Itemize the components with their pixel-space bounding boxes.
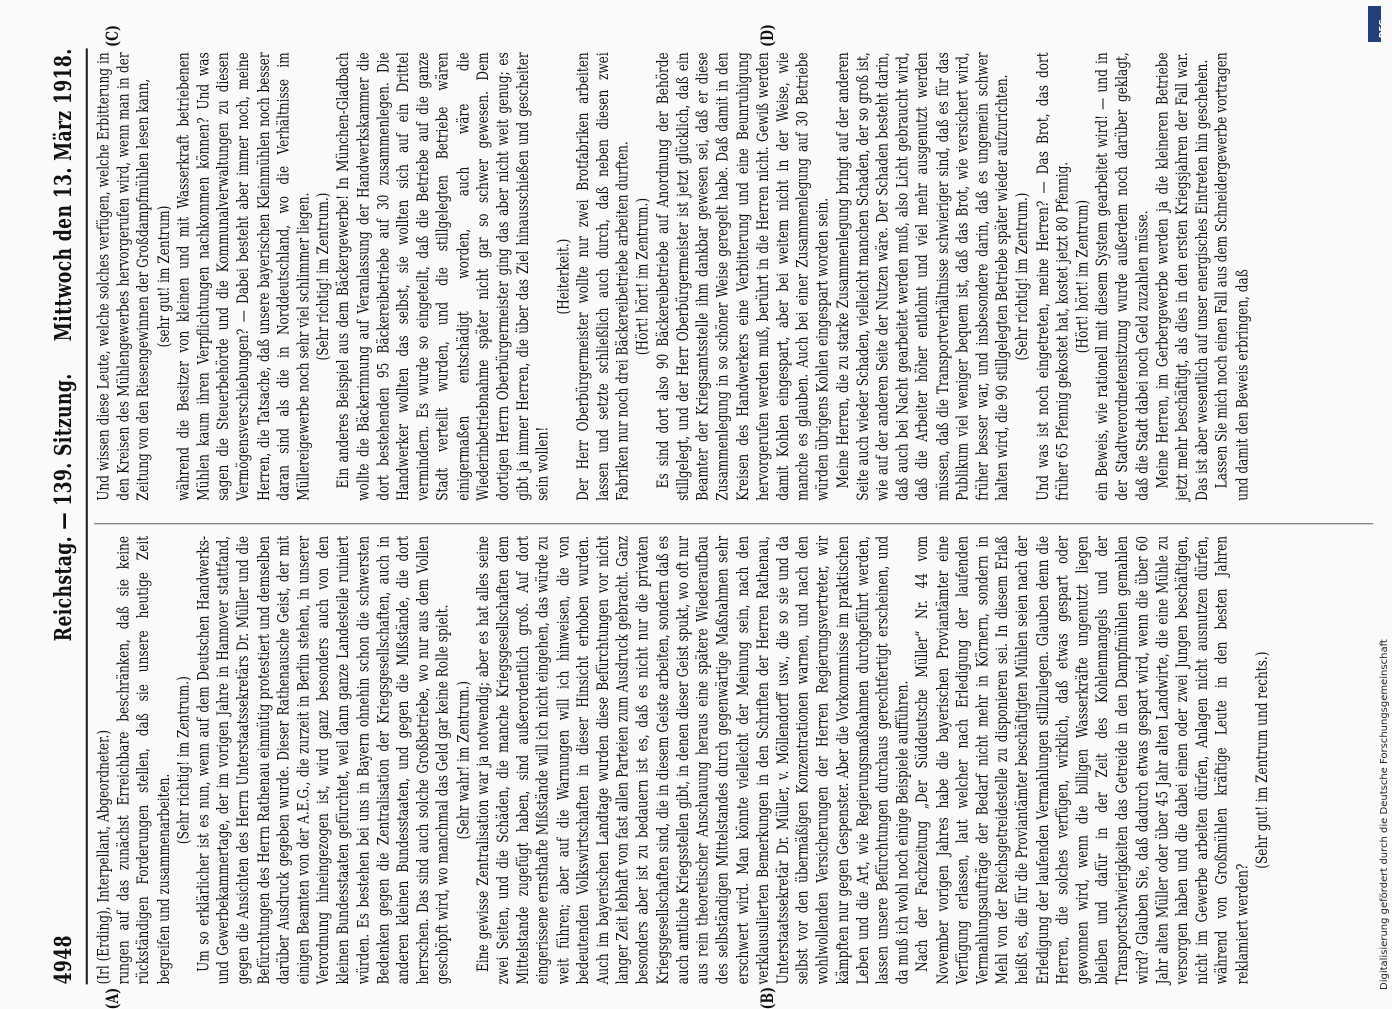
margin-marker-a: (A) — [102, 987, 123, 1009]
paragraph: Nach der Fachzeitung „Der Süddeutsche Müller“ Nr. 44 vom November vorigen Jahres habe die bayerischen Proviantämter eine Verfügung erlassen, laut welcher nach Erledigung der laufenden Vermahlungsaufträge der Bedarf nicht mehr in Körnern, sondern in Mehl von der Reichsgetreidestelle zu disponieren sei. In diesem Erlaß heißt es, die für die Proviantämter beschäftigten Mühlen seien nach der Erledigung der laufenden Vermahlungen stillzulegen. Glauben denn die Herren, die solches verfügen, wirklich, daß etwas gespart oder gewonnen wird, wenn die billigen Wasserkräfte ungenutzt liegen bleiben und dafür in der Zeit des Kohlenmangels und der Transportschwierigkeiten das Getreide in den Dampfmühlen gemahlen wird? Glauben Sie, daß dadurch etwas gespart wird, wenn die über 60 Jahr alten Müller oder über 45 Jahr alten Landwirte, die eine Mühle zu versorgen haben und die dabei einen oder zwei Jungen beschäftigen, nicht im Gewerbe arbeiten dürfen, Anlagen nicht ausnutzen dürfen, während von Großmühlen kräftige Leute in den besten Jahren reklamiert werden? — [912, 535, 1252, 985]
column-divider — [94, 523, 1373, 524]
paragraph: (Irl (Erding), Interpellant, Abgeordneter.) — [94, 729, 113, 985]
paragraph: Um so erklärlicher ist es nun, wenn auf dem Deutschen Handwerks- und Gewerbekammertage, der im vorigen Jahre in Hannover stattfand, gegen die Ansichten des Herrn Unterstaatssekretärs Dr. Müller und die Befürchtungen des Herrn Rathenau einmütig protestiert und demselben darüber Ausdruck gegeben wurde. Dieser Rathenausche Geist, der mit einigen Beamten von der A.E.G., die zurzeit in Berlin stehen, in unserer Verordnung hineingezogen ist, wird ganz besonders auch von den kleinen Bundesstaaten gefürchtet, weil dann ganze Landesteile ruiniert würden. Es bestehen bei uns in Bayern ohnehin schon die schwersten Bedenken gegen die Zentralisation der Kriegsgesellschaften, auch in anderen kleinen Bundesstaaten, und gegen die Mißstände, die dort herrschen. Das sind auch solche Großbetriebe, wo nur aus dem Vollen geschöpft wird, wo manchmal das Geld gar keine Rolle spielt. — [193, 535, 453, 985]
paragraph: Und wissen diese Leute, welche solches verfügen, welche Erbitterung in den Kreisen des Mühlengewerbes hervorgerufen wird, wenn man in der Zeitung von den Riesengewinnen der Großdampfmühlen lesen kann, — [94, 52, 153, 501]
page-number: 4948 — [50, 935, 78, 985]
margin-marker-b: (B) — [757, 986, 778, 1009]
paragraph: (Sehr richtig! im Zentrum.) — [1012, 192, 1032, 361]
paragraph: Der Herr Oberbürgermeister wollte nur zwei Brotfabriken arbeiten lassen und setzte schließlich auch durch, daß neben diesen zwei Fabriken nur noch drei Bäckereibetriebe arbeiten durften. — [573, 52, 633, 501]
paragraph: (Heiterkeit.) — [553, 238, 573, 315]
paragraph: (Hört! hört! im Zentrum.) — [633, 197, 653, 356]
paragraph: (Sehr wahr! im Zentrum.) — [453, 680, 473, 840]
paragraph: (Sehr gut! im Zentrum und rechts.) — [1252, 651, 1272, 869]
paragraph: ein Beweis, wie rationell mit diesem System gearbeitet wird! — und in der Stadtverordnetensitzung wurde außerdem noch darüber geklagt, daß die Stadt dabei noch Geld zuzahlen müsse. — [1092, 52, 1152, 501]
paragraph: Meine Herren, im Gerbergewerbe werden ja die kleineren Betriebe jetzt mehr beschäftigt, als dies in den ersten Kriegsjahren der Fall war. Das ist aber wesentlich auf unser energisches Eintreten hin geschehen. — [1152, 52, 1212, 501]
rotated-page — [40, 0, 1350, 1009]
dfg-logo — [1368, 6, 1387, 42]
paragraph: Lassen Sie mich noch einen Fall aus dem Schneidergewerbe vortragen und damit den Beweis erbringen, daß — [1212, 52, 1252, 501]
header-rule — [86, 48, 88, 984]
paragraph: (Sehr richtig! im Zentrum.) — [313, 192, 333, 361]
paragraph: (Sehr richtig! im Zentrum.) — [173, 676, 193, 845]
paragraph: (Hört! hört! im Zentrum) — [1072, 199, 1092, 354]
paragraph: Ein anderes Beispiel aus dem Bäckergewerbe! In München-Gladbach wollte die Bäckerinnung auf Veranlassung der Handwerkskammer die dort bestehenden 95 Bäckereibetriebe auf 30 zusammenlegen. Die Handwerker wollten das selbst, sie wollten sich auf ein Drittel vermindern. Es wurde so eingeteilt, daß die Betriebe auf die ganze Stadt verteilt wurden, und die stillgelegten Betriebe wären einigermaßen entschädigt worden, auch wäre die Wiederinbetriebnahme später nicht gar so schwer gewesen. Dem dortigen Herrn Oberbürgermeister ging das aber nicht weit genug; es gibt ja immer Herren, die über das Ziel hinausschießen und gescheiter sein wollen! — [333, 52, 553, 501]
page-content — [40, 24, 1392, 1009]
left-column — [94, 536, 1373, 985]
session-date: Mittwoch den 13. März 1918. — [50, 48, 78, 342]
paragraph: während die Besitzer von kleinen und mit Wasserkraft betriebenen Mühlen kaum ihren Verpflichtungen nachkommen können? Und was sagen die Steuerbehörde und die Kommunalverwaltungen zu diesen Vermögensverschiebungen? — Dabei besteht aber immer noch, meine Herren, die Tatsache, daß unsere bayerischen Kleinmühlen noch besser daran sind als die in Norddeutschland, wo die Verhältnisse im Müllereigewerbe noch sehr viel schlimmer liegen. — [173, 52, 313, 501]
paragraph: Es sind dort also 90 Bäckereibetriebe auf Anordnung der Behörde stillgelegt, und der Herr Oberbürgermeister ist jetzt glücklich, daß ein Beamter der Kriegsamtsstelle ihm dankbar gewesen sei, daß er diese Zusammenlegung in so schöner Weise geregelt habe. Daß damit in den Kreisen des Handwerkers eine Verbitterung und eine Beunruhigung hervorgerufen werden muß, berührt in die Herren nicht. Gewiß werden damit Kohlen eingespart, aber bei weitem nicht in der Weise, wie manche es glauben. Auch bei einer Zusammenlegung auf 30 Betriebe würden übrigens Kohlen eingespart worden sein. — [653, 52, 832, 501]
paragraph: Und was ist noch eingetreten, meine Herren? — Das Brot, das dort früher 65 Pfennig gekostet hat, kostet jetzt 80 Pfennig. — [1032, 52, 1072, 501]
paragraph: rungen auf das zunächst Erreichbare beschränken, daß sie keine rückständigen Forderungen stellen, daß sie unsere heutige Zeit begreifen und zusammenarbeiten. — [114, 535, 173, 985]
dfg-logo-text: DFG — [1378, 19, 1387, 38]
right-column — [94, 52, 1373, 501]
paragraph: Eine gewisse Zentralisation war ja notwendig; aber es hat alles seine zwei Seiten, und die Schäden, die manche Kriegsgesellschaften dem Mittelstande zugefügt haben, sind außerordentlich groß. Auf dort eingerissene ernsthafte Mißstände will ich nicht eingehen, das würde zu weit führen; aber auf die Warnungen will ich hinweisen, die von bedeutenden Volkswirtschaften in dieser Hinsicht erhoben wurden. Auch im bayerischen Landtage wurden diese Befürchtungen vor nicht langer Zeit lebhaft von fast allen Parteien zum Ausdruck gebracht. Ganz besonders aber ist zu bedauern ist es, daß es nicht nur die privaten Kriegsgesellschaften sind, die in diesem Geiste arbeiten, sondern daß es auch amtliche Kriegsstellen gibt, in denen dieser Geist spukt, wo oft nur aus rein theoretischer Anschauung heraus eine spätere Wiederaufbau des selbständigen Mittelstandes durch gegenwärtige Maßnahmen sehr erschwert wird. Man könnte vielleicht der Meinung sein, nach den verklausulierten Bemerkungen in den Schriften der Herren Rathenau, Unterstaatssekretär Dr. Müller, v. Möllendorff usw., die so sie und da selbst vor den übermäßigen Konzentrationen warnen, und nach den wohlwollenden Versicherungen der Herren Regierungsvertreter, wir kämpften nur gegen Gespenster. Aber die Vorkommnisse im praktischen Leben und die Art, wie Regierungsmaßnahmen durchgeführt werden, lassen unsere Befürchtungen durchaus gerechtfertigt erscheinen, und da muß ich wohl noch einige Beispiele aufführen. — [473, 535, 912, 985]
paragraph: (sehr gut! im Zentrum) — [153, 205, 173, 348]
margin-marker-c: (C) — [102, 25, 123, 47]
margin-marker-d: (D) — [757, 24, 778, 47]
session-title: Reichstag. — 139. Sitzung. — [50, 373, 78, 642]
credit-text: Digitalisierung gefördert durch die Deutsche Forschungsgemeinschaft — [1379, 639, 1390, 990]
paragraph: Meine Herren, die zu starke Zusammenlegung bringt auf der anderen Seite auch wieder Schaden, vielleicht manchen Schaden, der so groß ist, wie auf der anderen Seite der Nutzen wäre. Der Schaden besteht darin, daß auch bei Nacht gearbeitet werden muß, also Licht gebraucht wird, daß die Arbeiter höher entlohnt und viel mehr ausgenutzt werden müssen, daß die Transportverhältnisse schwieriger sind, daß es für das Publikum viel weniger bequem ist, daß das Brot, wie versichert wird, früher besser war, und insbesondere darin, daß es ungemein schwer halten wird, die 90 stillgelegten Betriebe später wieder aufzurichten. — [833, 52, 1012, 501]
